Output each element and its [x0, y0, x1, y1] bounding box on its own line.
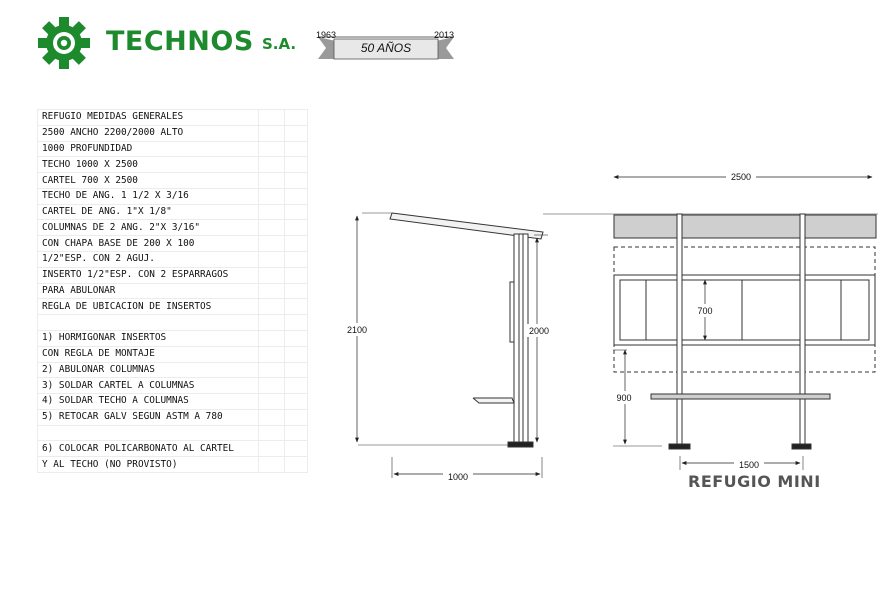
front-sign-label: 700: [697, 306, 713, 316]
spec-text: 5) RETOCAR GALV SEGUN ASTM A 780: [38, 409, 259, 425]
spec-text: 1000 PROFUNDIDAD: [38, 141, 259, 157]
spec-text: COLUMNAS DE 2 ANG. 2"X 3/16": [38, 220, 259, 236]
front-bench: [651, 394, 830, 399]
front-lower-frame: [614, 345, 875, 372]
spec-text: REFUGIO MEDIDAS GENERALES: [38, 110, 259, 126]
spec-text: REGLA DE UBICACION DE INSERTOS: [38, 299, 259, 315]
spec-text: INSERTO 1/2"ESP. CON 2 ESPARRAGOS: [38, 267, 259, 283]
spec-text: 1) HORMIGONAR INSERTOS: [38, 330, 259, 346]
brand-name: TECHNOS: [106, 26, 254, 57]
anniversary-label: 50 AÑOS: [360, 41, 412, 55]
drawing-title: REFUGIO MINI: [688, 472, 821, 491]
spec-text: 3) SOLDAR CARTEL A COLUMNAS: [38, 378, 259, 394]
spec-text: 2500 ANCHO 2200/2000 ALTO: [38, 125, 259, 141]
side-height-label: 2100: [346, 325, 368, 335]
front-view: [543, 214, 878, 470]
side-base-plate: [508, 442, 533, 447]
anniversary-start-year: 1963: [316, 30, 337, 40]
side-view: [358, 213, 548, 478]
front-base-right: [792, 444, 811, 449]
front-banner: [614, 247, 875, 275]
spec-text: 1/2"ESP. CON 2 AGUJ.: [38, 252, 259, 268]
side-sign-edge: [510, 282, 514, 342]
spec-text: Y AL TECHO (NO PROVISTO): [38, 457, 259, 473]
front-spacing-label: 1500: [738, 460, 760, 470]
front-column-right: [800, 214, 805, 446]
side-column: [514, 234, 528, 444]
spec-text: PARA ABULONAR: [38, 283, 259, 299]
side-column-label: 2000: [528, 326, 550, 336]
spec-text: CARTEL 700 X 2500: [38, 173, 259, 189]
spec-text: TECHO 1000 X 2500: [38, 157, 259, 173]
front-width-label: 2500: [730, 172, 752, 182]
anniversary-end-year: 2013: [434, 30, 455, 40]
spec-text: 6) COLOCAR POLICARBONATO AL CARTEL: [38, 441, 259, 457]
front-roof: [614, 215, 876, 238]
side-depth-label: 1000: [447, 472, 469, 482]
spec-text: CON CHAPA BASE DE 200 X 100: [38, 236, 259, 252]
front-base-left: [669, 444, 690, 449]
side-bench: [473, 398, 514, 403]
spec-text: 2) ABULONAR COLUMNAS: [38, 362, 259, 378]
spec-text: TECHO DE ANG. 1 1/2 X 3/16: [38, 188, 259, 204]
spec-text: CARTEL DE ANG. 1"X 1/8": [38, 204, 259, 220]
spec-text: 4) SOLDAR TECHO A COLUMNAS: [38, 394, 259, 410]
front-column-left: [677, 214, 682, 446]
spec-text: CON REGLA DE MONTAJE: [38, 346, 259, 362]
brand-suffix: S.A.: [262, 35, 297, 53]
front-bench-label: 900: [616, 393, 632, 403]
